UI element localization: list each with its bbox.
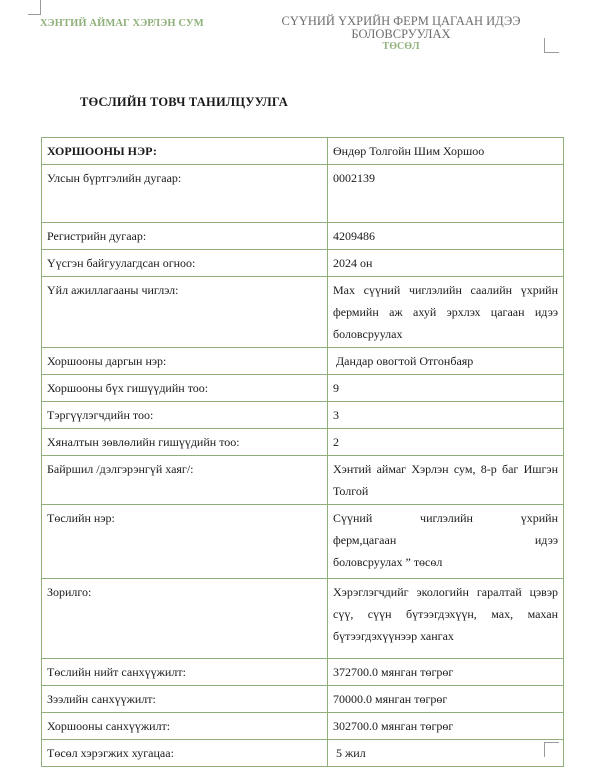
row-label: Үйл ажиллагааны чиглэл: bbox=[42, 277, 328, 348]
row-value: 2024 он bbox=[328, 250, 564, 277]
row-label: Байршил /дэлгэрэнгүй хаяг/: bbox=[42, 456, 328, 505]
value-word: чиглэлийн bbox=[420, 511, 473, 525]
project-info-table bbox=[41, 137, 564, 767]
table-row bbox=[42, 713, 564, 740]
row-value: 5 жил bbox=[328, 740, 564, 767]
header-right-line2: БОЛОВСРУУЛАХ bbox=[351, 27, 451, 41]
crop-mark-top-right bbox=[544, 38, 559, 53]
row-value: 2 bbox=[328, 429, 564, 456]
table-row bbox=[42, 686, 564, 713]
header-right-line1: СҮҮНИЙ ҮХРИЙН ФЕРМ ЦАГААН ИДЭЭ bbox=[281, 14, 521, 28]
row-label: Төслийн нийт санхүүжилт: bbox=[42, 659, 328, 686]
row-label: Төслийн нэр: bbox=[42, 505, 328, 579]
row-label: Улсын бүртгэлийн дугаар: bbox=[42, 165, 328, 223]
table-row bbox=[42, 505, 564, 579]
row-label: Тэргүүлэгчдийн тоо: bbox=[42, 402, 328, 429]
page-title: ТӨСЛИЙН ТОВЧ ТАНИЛЦУУЛГА bbox=[80, 95, 288, 109]
row-label: Хоршооны санхүүжилт: bbox=[42, 713, 328, 740]
row-value: 70000.0 мянган төгрөг bbox=[328, 686, 564, 713]
row-label: Регистрийн дугаар: bbox=[42, 223, 328, 250]
row-label: Төсөл хэрэгжих хугацаа: bbox=[42, 740, 328, 767]
row-value: 302700.0 мянган төгрөг bbox=[328, 713, 564, 740]
row-value: Хэрэглэгчдийг экологийн гаралтай цэвэр сүү, сүүн бүтээгдэхүүн, мах, махан бүтээгдэхүүнээр хангах bbox=[328, 579, 564, 659]
row-label: Хоршооны бүх гишүүдийн тоо: bbox=[42, 375, 328, 402]
table-row bbox=[42, 740, 564, 767]
table-row bbox=[42, 250, 564, 277]
row-value: 0002139 bbox=[328, 165, 564, 223]
value-word: үхрийн bbox=[520, 511, 558, 525]
row-label: Зорилго: bbox=[42, 579, 328, 659]
table-row bbox=[42, 277, 564, 348]
table-row bbox=[42, 579, 564, 659]
row-label: Хоршооны даргын нэр: bbox=[42, 348, 328, 375]
table-row bbox=[42, 348, 564, 375]
row-value: 372700.0 мянган төгрөг bbox=[328, 659, 564, 686]
row-value: Хэнтий аймаг Хэрлэн сум, 8-р баг Ишгэн Толгой bbox=[328, 456, 564, 505]
row-value: Мах сүүний чиглэлийн саалийн үхрийн фермийн аж ахуй эрхлэх цагаан идээ боловсруулах bbox=[328, 277, 564, 348]
table-row bbox=[42, 138, 564, 165]
header-right bbox=[278, 15, 524, 53]
row-value: 9 bbox=[328, 375, 564, 402]
value-word: Сүүний bbox=[333, 511, 373, 525]
row-value: Дандар овогтой Отгонбаяр bbox=[328, 348, 564, 375]
value-line: ферм,цагаан идээ bbox=[333, 533, 558, 547]
header-right-sub: ТӨСӨЛ bbox=[382, 41, 420, 52]
row-value: 3 bbox=[328, 402, 564, 429]
row-value bbox=[328, 505, 564, 579]
value-line: боловсруулах ” төсөл bbox=[333, 555, 443, 569]
row-value: Өндөр Толгойн Шим Хоршоо bbox=[328, 138, 564, 165]
table-row bbox=[42, 375, 564, 402]
table-row bbox=[42, 456, 564, 505]
value-line bbox=[333, 507, 558, 529]
table-row bbox=[42, 402, 564, 429]
row-label: ХОРШООНЫ НЭР: bbox=[42, 138, 328, 165]
table-row bbox=[42, 223, 564, 250]
row-label: Хяналтын зөвлөлийн гишүүдийн тоо: bbox=[42, 429, 328, 456]
row-label: Зээлийн санхүүжилт: bbox=[42, 686, 328, 713]
row-label: Үүсгэн байгуулагдсан огноо: bbox=[42, 250, 328, 277]
table-row bbox=[42, 659, 564, 686]
row-value: 4209486 bbox=[328, 223, 564, 250]
table-row bbox=[42, 165, 564, 223]
header-left: ХЭНТИЙ АЙМАГ ХЭРЛЭН СУМ bbox=[40, 18, 204, 29]
table-row bbox=[42, 429, 564, 456]
crop-mark-top-left bbox=[28, 0, 41, 15]
